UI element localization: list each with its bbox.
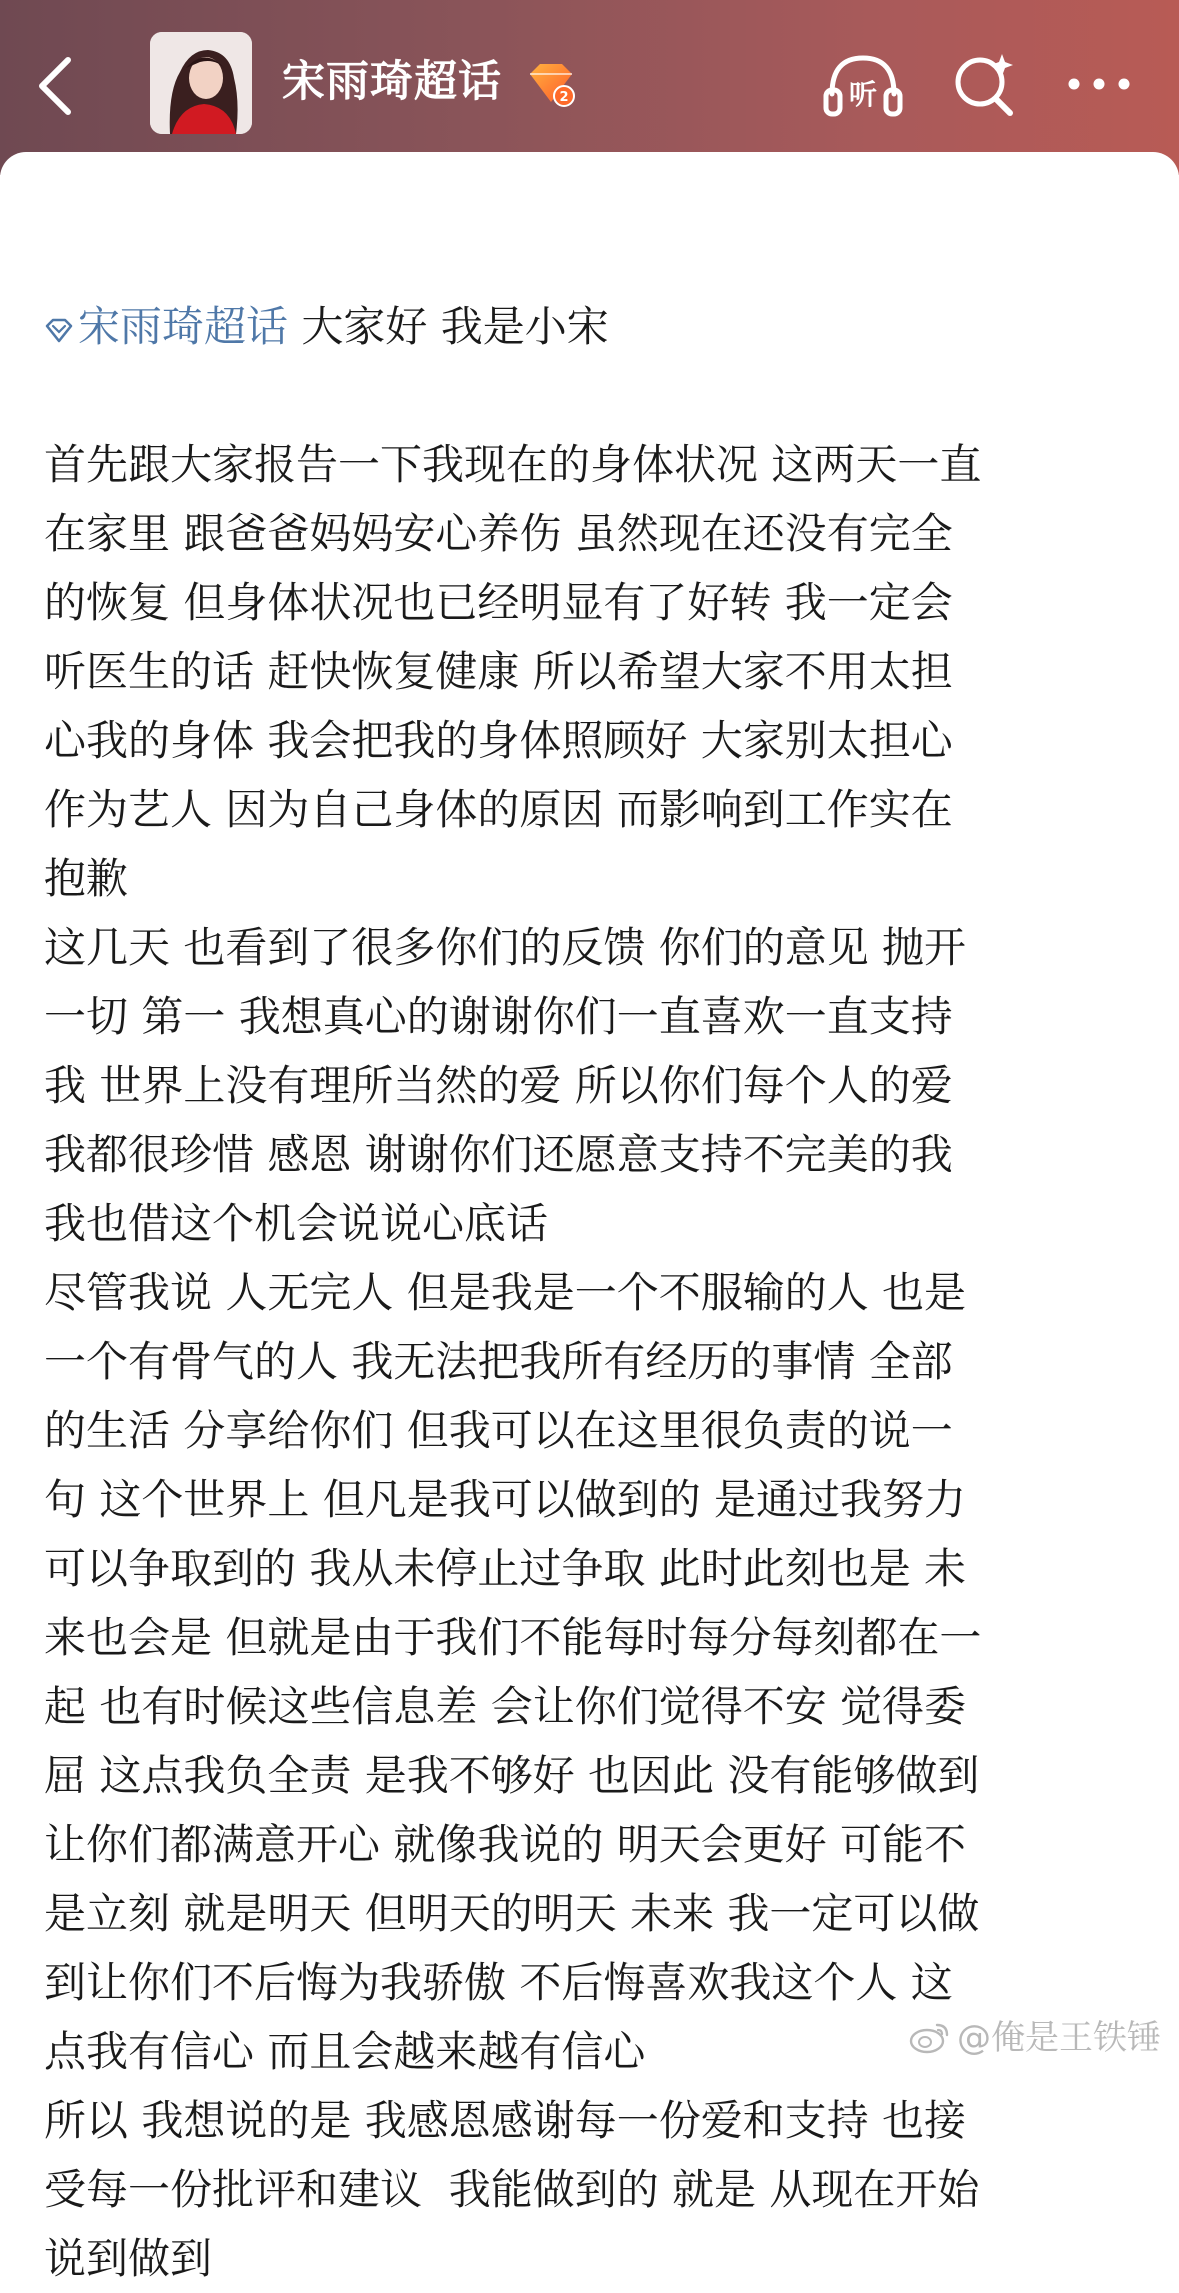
listen-glyph: 听 bbox=[848, 78, 878, 111]
post-line: 听医生的话 赶快恢复健康 所以希望大家不用太担 bbox=[44, 647, 953, 696]
search-button[interactable] bbox=[948, 48, 1020, 120]
listen-button[interactable] bbox=[822, 46, 904, 122]
chevron-left-icon bbox=[28, 48, 88, 124]
post-line: 所以 我想说的是 我感恩感谢每一份爱和支持 也接 bbox=[44, 2096, 967, 2145]
post-line: 屈 这点我负全责 是我不够好 也因此 没有能够做到 bbox=[44, 1751, 980, 1800]
post-line: 作为艺人 因为自己身体的原因 而影响到工作实在 bbox=[44, 785, 953, 834]
search-sparkle-icon bbox=[948, 48, 1020, 120]
level-badge bbox=[526, 62, 576, 108]
post-line: 心我的身体 我会把我的身体照顾好 大家别太担心 bbox=[44, 716, 953, 765]
post-line: 句 这个世界上 但凡是我可以做到的 是通过我努力 bbox=[44, 1475, 967, 1524]
post-line: 尽管我说 人无完人 但是我是一个不服输的人 也是 bbox=[44, 1268, 967, 1317]
post-line: 这几天 也看到了很多你们的反馈 你们的意见 抛开 bbox=[44, 923, 967, 972]
headphones-icon bbox=[822, 46, 904, 122]
watermark-text: @俺是王铁锤 bbox=[957, 2018, 1161, 2058]
post-line: 在家里 跟爸爸妈妈安心养伤 虽然现在还没有完全 bbox=[44, 509, 953, 558]
post-line: 来也会是 但就是由于我们不能每时每分每刻都在一 bbox=[44, 1613, 982, 1662]
weibo-logo-icon bbox=[909, 2019, 953, 2055]
diamond-level-icon bbox=[526, 62, 576, 108]
top-bar bbox=[0, 0, 1179, 175]
post-line: 说到做到 bbox=[44, 2234, 213, 2283]
post-line: 一个有骨气的人 我无法把我所有经历的事情 全部 bbox=[44, 1337, 953, 1386]
post-line: 我都很珍惜 感恩 谢谢你们还愿意支持不完美的我 bbox=[44, 1130, 953, 1179]
page-title: 宋雨琦超话 bbox=[282, 57, 502, 107]
post-line: 受每一份批评和建议 我能做到的 就是 从现在开始 bbox=[44, 2165, 980, 2214]
post-line: 首先跟大家报告一下我现在的身体状况 这两天一直 bbox=[44, 440, 982, 489]
post-line: 我 世界上没有理所当然的爱 所以你们每个人的爱 bbox=[44, 1061, 953, 1110]
topic-link[interactable] bbox=[44, 302, 288, 351]
avatar[interactable] bbox=[150, 32, 252, 134]
post-line: 一切 第一 我想真心的谢谢你们一直喜欢一直支持 bbox=[44, 992, 953, 1041]
post-line: 的恢复 但身体状况也已经明显有了好转 我一定会 bbox=[44, 578, 953, 627]
post-first-line bbox=[44, 292, 1144, 361]
post-line: 是立刻 就是明天 但明天的明天 未来 我一定可以做 bbox=[44, 1889, 980, 1938]
super-topic-icon bbox=[44, 317, 74, 345]
more-dots-icon bbox=[1064, 60, 1134, 108]
post-line: 可以争取到的 我从未停止过争取 此时此刻也是 未 bbox=[44, 1544, 967, 1593]
watermark bbox=[909, 2016, 1161, 2060]
post-line: 大家好 我是小宋 bbox=[288, 302, 609, 351]
more-button[interactable] bbox=[1064, 60, 1134, 108]
post-line: 我也借这个机会说说心底话 bbox=[44, 1199, 549, 1248]
topic-link-label: 宋雨琦超话 bbox=[78, 302, 289, 351]
back-button[interactable] bbox=[28, 48, 88, 124]
post-line: 抱歉 bbox=[44, 854, 129, 903]
post-line: 的生活 分享给你们 但我可以在这里很负责的说一 bbox=[44, 1406, 953, 1455]
badge-level: 2 bbox=[559, 90, 569, 105]
post-body bbox=[44, 154, 1144, 2293]
post-line: 到让你们不后悔为我骄傲 不后悔喜欢我这个人 这 bbox=[44, 1958, 953, 2007]
post-line: 起 也有时候这些信息差 会让你们觉得不安 觉得委 bbox=[44, 1682, 967, 1731]
post-line: 让你们都满意开心 就像我说的 明天会更好 可能不 bbox=[44, 1820, 967, 1869]
post-line: 点我有信心 而且会越来越有信心 bbox=[44, 2027, 646, 2076]
